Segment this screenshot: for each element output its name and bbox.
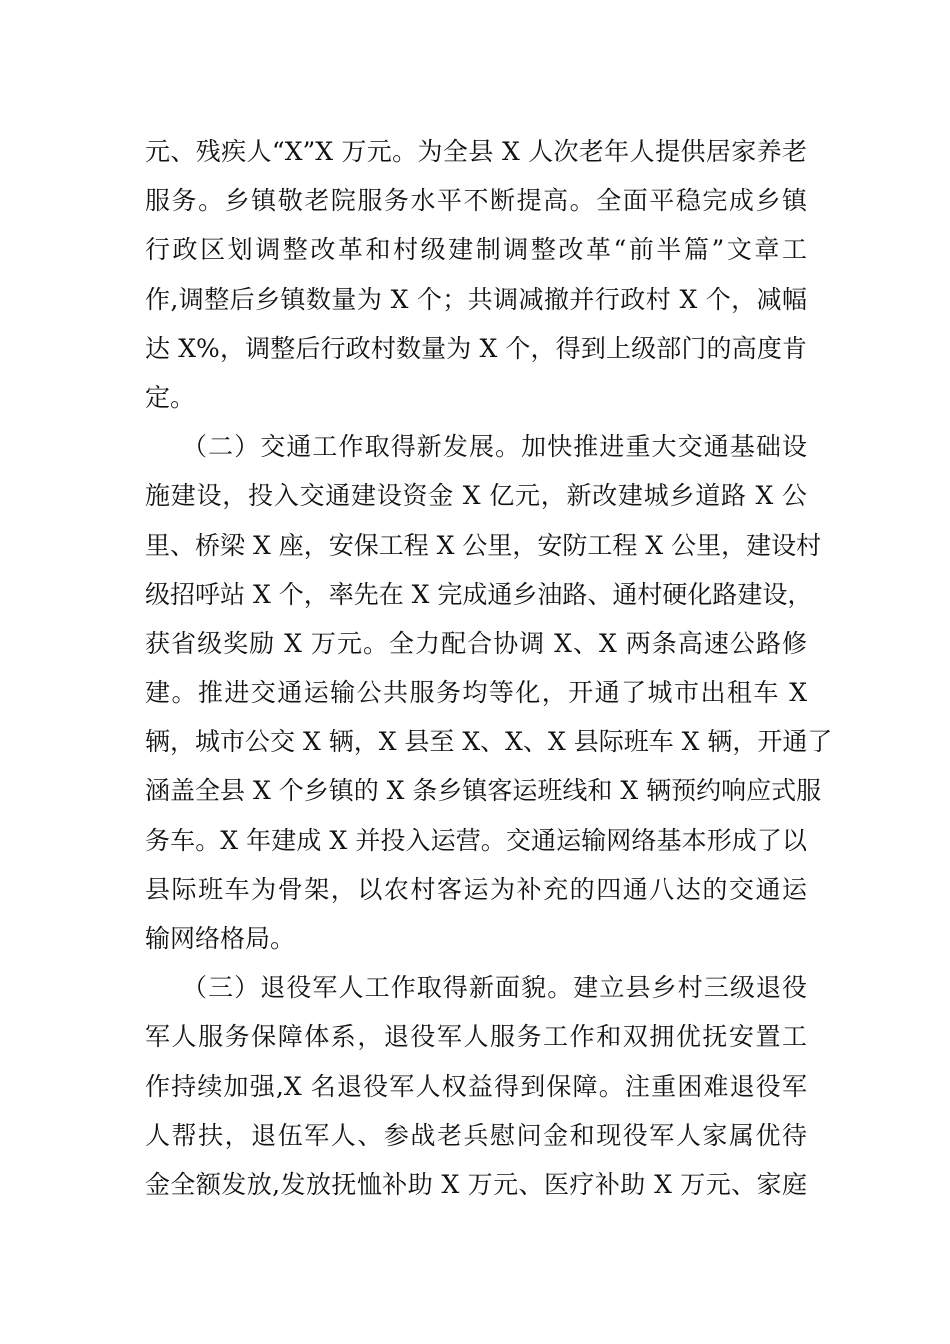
text-line: 获省级奖励 X 万元。全力配合协调 X、X 两条高速公路修 [145,628,807,658]
text-line: 县际班车为骨架，以农村客运为补充的四通八达的交通运 [145,874,807,904]
text-line: 元、残疾人“X”X 万元。为全县 X 人次老年人提供居家养老 [145,137,807,166]
text-line: 行政区划调整改革和村级建制调整改革“前半篇”文章工 [145,235,807,265]
text-line: 定。 [145,382,196,412]
text-line: 级招呼站 X 个，率先在 X 完成通乡油路、通村硬化路建设， [145,579,813,609]
text-line: 作持续加强,X 名退役军人权益得到保障。注重困难退役军 [145,1071,807,1101]
text-line: 里、桥梁 X 座，安保工程 X 公里，安防工程 X 公里，建设村 [145,530,822,560]
text-line: 军人服务保障体系，退役军人服务工作和双拥优抚安置工 [145,1022,807,1052]
text-line: 人帮扶，退伍军人、参战老兵慰问金和现役军人家属优待 [145,1120,807,1150]
text-line: 涵盖全县 X 个乡镇的 X 条乡镇客运班线和 X 辆预约响应式服 [145,776,822,806]
text-line: 建。推进交通运输公共服务均等化，开通了城市出租车 X [145,678,807,708]
text-line: 服务。乡镇敬老院服务水平不断提高。全面平稳完成乡镇 [145,186,807,216]
text-line: 输网络格局。 [145,924,296,953]
paragraph-2-transport [145,422,833,963]
text-line: 金全额发放,发放抚恤补助 X 万元、医疗补助 X 万元、家庭 [145,1169,807,1199]
paragraph-3-veterans [145,963,807,1209]
text-line: 施建设，投入交通建设资金 X 亿元，新改建城乡道路 X 公 [145,481,807,511]
paragraph-1 [145,127,807,422]
text-line: 达 X%，调整后行政村数量为 X 个，得到上级部门的高度肯 [145,333,807,363]
text-line: （二）交通工作取得新发展。加快推进重大交通基础设 [182,432,807,462]
text-line: （三）退役军人工作取得新面貌。建立县乡村三级退役 [182,973,807,1003]
document-body [145,127,833,1209]
text-line: 作,调整后乡镇数量为 X 个；共调减撤并行政村 X 个，减幅 [145,284,807,314]
text-line: 务车。X 年建成 X 并投入运营。交通运输网络基本形成了以 [145,825,807,855]
text-line: 辆，城市公交 X 辆，X 县至 X、X、X 县际班车 X 辆，开通了 [145,727,833,757]
